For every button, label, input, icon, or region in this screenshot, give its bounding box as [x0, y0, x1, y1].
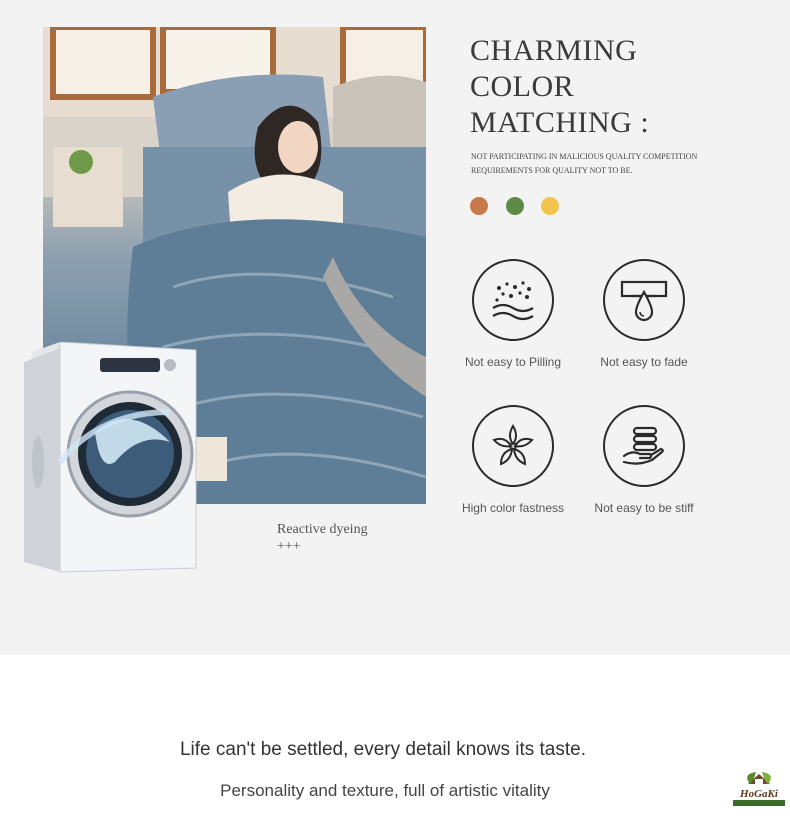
washing-machine-illustration: [20, 342, 198, 574]
logo-mark: [730, 766, 788, 808]
feature-label: Not easy to be stiff: [594, 501, 694, 515]
section-heading: [470, 33, 649, 141]
heading-line-1: CHARMING: [470, 34, 638, 67]
color-swatch-orange: [470, 197, 488, 215]
drop-icon: [618, 274, 670, 326]
color-swatch-yellow: [541, 197, 559, 215]
feature-pilling: [438, 259, 588, 369]
caption: [277, 521, 368, 555]
pilling-icon: [487, 274, 539, 326]
feature-ring: [472, 405, 554, 487]
feature-label: Not easy to fade: [600, 355, 688, 369]
feature-label: High color fastness: [461, 501, 565, 515]
feature-label: Not easy to Pilling: [464, 355, 562, 369]
washing-machine-image: [20, 342, 198, 574]
feature-fade: [569, 259, 719, 369]
feature-ring: [603, 405, 685, 487]
hand-stack-icon: [618, 420, 670, 472]
hogaki-logo: [730, 766, 788, 808]
feature-fastness: [438, 405, 588, 515]
caption-plus: +++: [277, 539, 301, 554]
heading-line-3: MATCHING :: [470, 106, 650, 139]
tagline-secondary: Personality and texture, full of artistic vitality: [220, 781, 550, 800]
caption-title: Reactive dyeing: [277, 522, 368, 537]
feature-ring: [472, 259, 554, 341]
flower-icon: [487, 420, 539, 472]
feature-stiff: [569, 405, 719, 515]
heading-line-2: COLOR: [470, 70, 575, 103]
feature-ring: [603, 259, 685, 341]
svg-text:HoGaKi: HoGaKi: [740, 788, 778, 800]
color-swatch-green: [506, 197, 524, 215]
heading-subtext: NOT PARTICIPATING IN MALICIOUS QUALITY COMPETITION REQUIREMENTS FOR QUALITY NOT TO BE.: [471, 152, 698, 175]
tagline-primary: Life can't be settled, every detail knows its taste.: [179, 739, 586, 760]
